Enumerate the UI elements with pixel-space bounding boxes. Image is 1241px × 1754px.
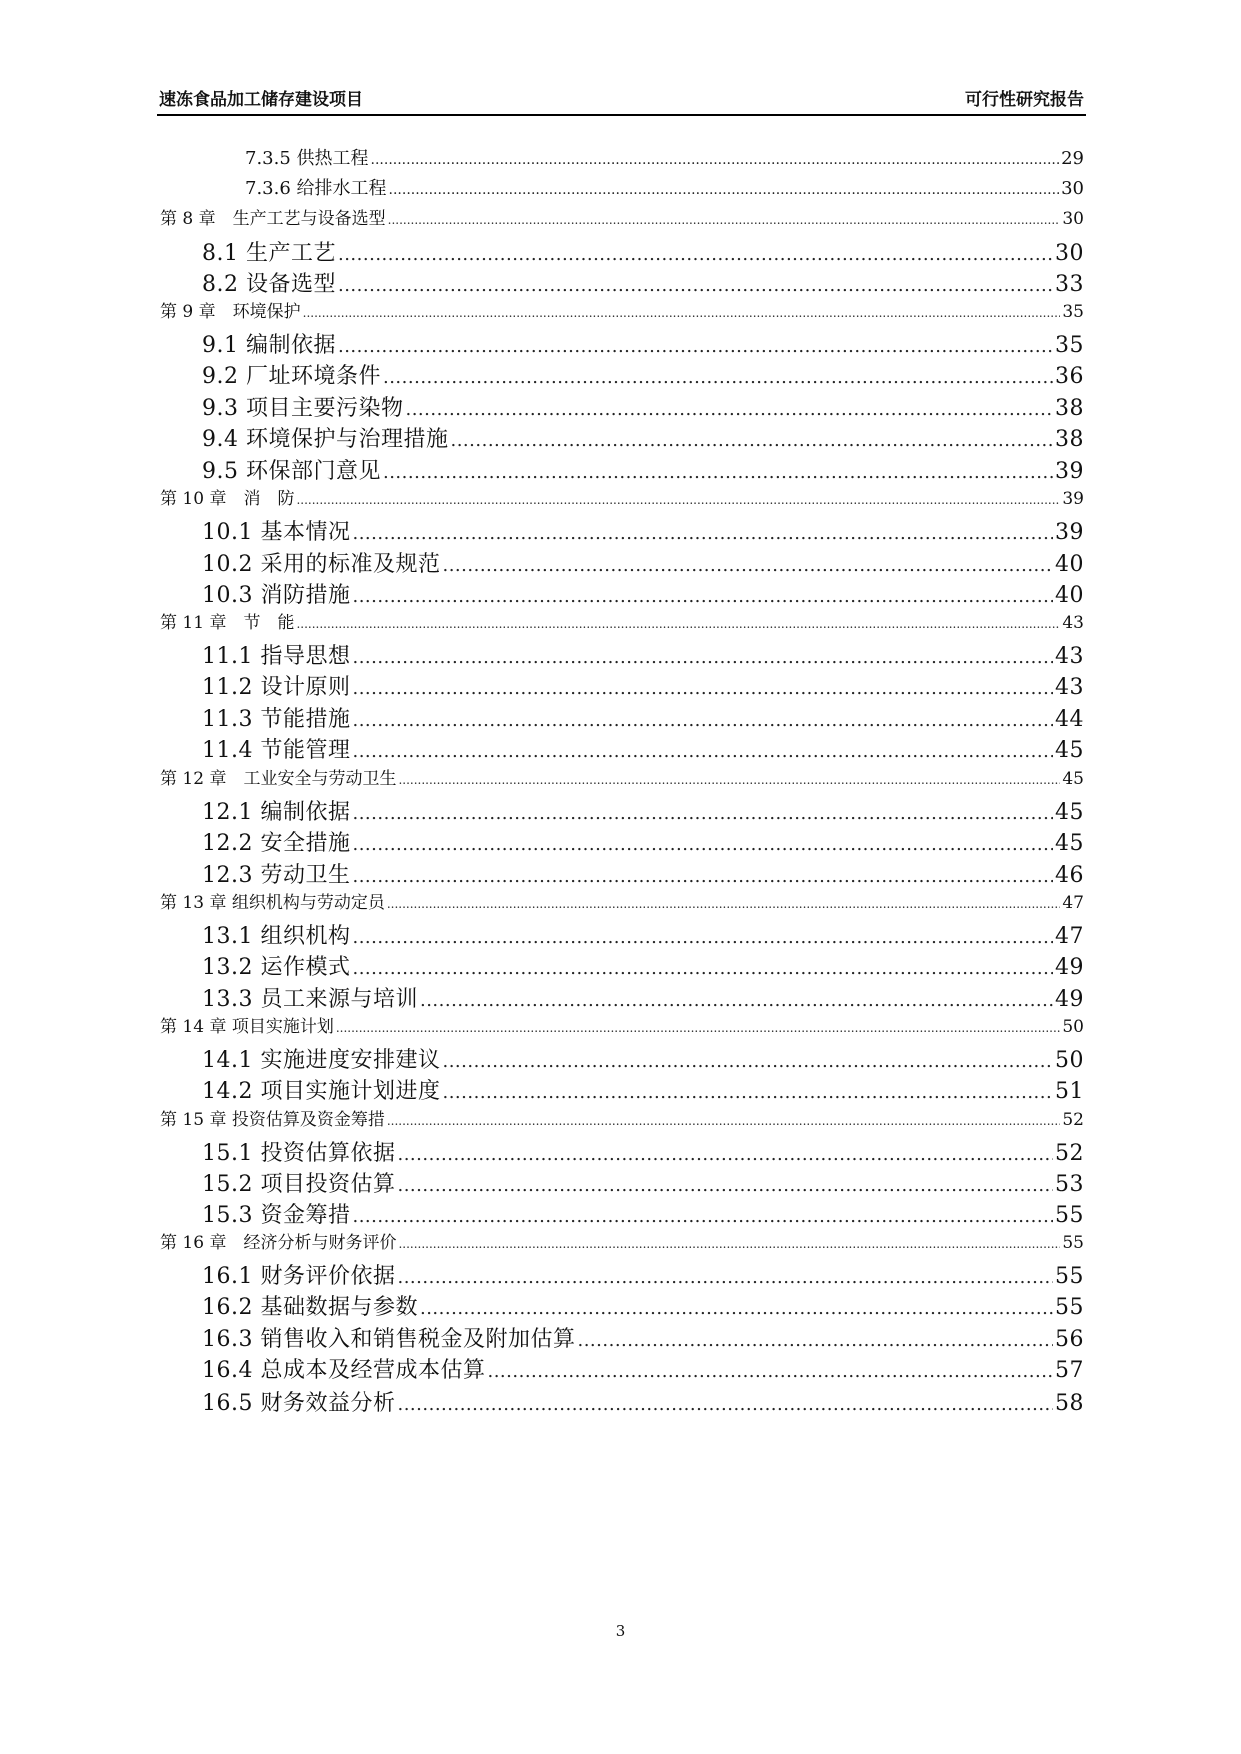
toc-entry-page: 45 bbox=[1055, 738, 1084, 763]
toc-entry-title: 15.3 资金筹措 bbox=[202, 1203, 351, 1228]
toc-entry[interactable] bbox=[202, 1074, 1084, 1105]
toc-entry-title: 11.2 设计原则 bbox=[202, 675, 351, 700]
toc-entry-title: 9.5 环保部门意见 bbox=[202, 459, 381, 484]
toc-entry[interactable] bbox=[160, 204, 1084, 229]
toc-entry-page: 57 bbox=[1055, 1358, 1084, 1383]
toc-entry[interactable] bbox=[202, 359, 1084, 390]
toc-entry-page: 39 bbox=[1062, 489, 1084, 509]
toc-entry[interactable] bbox=[202, 639, 1084, 670]
toc-entry-page: 56 bbox=[1055, 1327, 1084, 1352]
toc-leader-dots bbox=[352, 834, 1053, 855]
toc-entry[interactable] bbox=[202, 795, 1084, 826]
toc-leader-dots bbox=[398, 1237, 1060, 1251]
toc-entry-title: 9.2 厂址环境条件 bbox=[202, 364, 381, 389]
toc-leader-dots bbox=[336, 1021, 1061, 1035]
toc-leader-dots bbox=[442, 555, 1053, 576]
toc-leader-dots bbox=[389, 182, 1060, 198]
toc-entry-title: 11.4 节能管理 bbox=[202, 738, 351, 763]
toc-entry[interactable] bbox=[202, 422, 1084, 453]
toc-entry-title: 14.1 实施进度安排建议 bbox=[202, 1048, 441, 1073]
toc-leader-dots bbox=[420, 1298, 1053, 1319]
toc-entry-title: 13.1 组织机构 bbox=[202, 924, 351, 949]
toc-leader-dots bbox=[405, 399, 1053, 420]
toc-entry-page: 44 bbox=[1055, 707, 1084, 732]
toc-entry-page: 58 bbox=[1055, 1391, 1084, 1416]
toc-entry-page: 38 bbox=[1055, 396, 1084, 421]
toc-entry[interactable] bbox=[160, 764, 1084, 789]
toc-entry-title: 12.2 安全措施 bbox=[202, 831, 351, 856]
toc-entry-title: 13.3 员工来源与培训 bbox=[202, 987, 418, 1012]
toc-entry[interactable] bbox=[160, 1228, 1084, 1253]
toc-entry-page: 49 bbox=[1055, 987, 1084, 1012]
toc-entry[interactable] bbox=[160, 608, 1084, 633]
toc-leader-dots bbox=[352, 866, 1053, 887]
toc-entry-page: 36 bbox=[1055, 364, 1084, 389]
toc-entry-page: 39 bbox=[1055, 520, 1084, 545]
toc-entry-page: 50 bbox=[1055, 1048, 1084, 1073]
toc-entry-page: 35 bbox=[1062, 302, 1084, 322]
toc-entry-page: 45 bbox=[1062, 769, 1084, 789]
toc-leader-dots bbox=[387, 897, 1061, 911]
toc-entry-title: 10.2 采用的标准及规范 bbox=[202, 552, 441, 577]
toc-leader-dots bbox=[338, 244, 1053, 265]
toc-leader-dots bbox=[352, 958, 1053, 979]
toc-entry[interactable] bbox=[160, 297, 1084, 322]
toc-entry-page: 52 bbox=[1055, 1141, 1084, 1166]
toc-leader-dots bbox=[577, 1330, 1053, 1351]
toc-entry[interactable] bbox=[202, 1386, 1084, 1417]
toc-entry[interactable] bbox=[202, 547, 1084, 578]
toc-leader-dots bbox=[352, 803, 1053, 824]
toc-leader-dots bbox=[352, 1206, 1053, 1227]
toc-leader-dots bbox=[397, 1267, 1053, 1288]
toc-entry-page: 29 bbox=[1061, 148, 1084, 169]
toc-entry[interactable] bbox=[202, 858, 1084, 889]
toc-entry-title: 13.2 运作模式 bbox=[202, 955, 351, 980]
toc-leader-dots bbox=[397, 1175, 1053, 1196]
toc-entry-page: 38 bbox=[1055, 427, 1084, 452]
page-number: 3 bbox=[615, 1622, 626, 1640]
toc-entry[interactable] bbox=[202, 515, 1084, 546]
toc-entry-title: 16.5 财务效益分析 bbox=[202, 1391, 396, 1416]
toc-entry[interactable] bbox=[160, 1105, 1084, 1130]
toc-entry[interactable] bbox=[202, 578, 1084, 609]
toc-leader-dots bbox=[420, 990, 1053, 1011]
toc-leader-dots bbox=[338, 275, 1053, 296]
toc-leader-dots bbox=[296, 493, 1060, 507]
toc-entry[interactable] bbox=[202, 919, 1084, 950]
toc-entry[interactable] bbox=[160, 888, 1084, 913]
toc-entry[interactable] bbox=[202, 982, 1084, 1013]
toc-entry-page: 47 bbox=[1055, 924, 1084, 949]
toc-entry[interactable] bbox=[202, 950, 1084, 981]
toc-entry-page: 52 bbox=[1062, 1110, 1084, 1130]
toc-entry[interactable] bbox=[202, 1043, 1084, 1074]
toc-leader-dots bbox=[352, 647, 1053, 668]
toc-leader-dots bbox=[487, 1361, 1053, 1382]
toc-entry-page: 43 bbox=[1055, 675, 1084, 700]
toc-entry-title: 第 13 章 组织机构与劳动定员 bbox=[160, 893, 385, 913]
toc-entry[interactable] bbox=[202, 328, 1084, 359]
toc-entry-page: 55 bbox=[1055, 1264, 1084, 1289]
toc-entry-title: 7.3.6 给排水工程 bbox=[245, 178, 387, 199]
toc-entry[interactable] bbox=[202, 1259, 1084, 1290]
toc-entry-page: 43 bbox=[1055, 644, 1084, 669]
toc-leader-dots bbox=[397, 1394, 1053, 1415]
toc-leader-dots bbox=[383, 462, 1053, 483]
toc-leader-dots bbox=[352, 678, 1053, 699]
toc-entry[interactable] bbox=[202, 826, 1084, 857]
toc-entry-title: 15.2 项目投资估算 bbox=[202, 1172, 396, 1197]
toc-entry[interactable] bbox=[245, 174, 1084, 200]
toc-entry-title: 第 8 章 生产工艺与设备选型 bbox=[160, 209, 386, 229]
toc-entry-title: 11.3 节能措施 bbox=[202, 707, 351, 732]
toc-entry[interactable] bbox=[202, 670, 1084, 701]
toc-entry[interactable] bbox=[202, 1290, 1084, 1321]
toc-entry[interactable] bbox=[160, 484, 1084, 509]
toc-entry-title: 16.4 总成本及经营成本估算 bbox=[202, 1358, 486, 1383]
toc-entry-page: 55 bbox=[1055, 1295, 1084, 1320]
toc-leader-dots bbox=[296, 617, 1060, 631]
toc-entry-page: 39 bbox=[1055, 459, 1084, 484]
toc-entry[interactable] bbox=[202, 236, 1084, 267]
toc-entry-page: 50 bbox=[1062, 1017, 1084, 1037]
toc-entry[interactable] bbox=[245, 144, 1084, 170]
toc-entry-page: 30 bbox=[1055, 241, 1084, 266]
toc-entry-title: 16.3 销售收入和销售税金及附加估算 bbox=[202, 1327, 576, 1352]
toc-leader-dots bbox=[352, 586, 1053, 607]
toc-leader-dots bbox=[352, 741, 1053, 762]
toc-entry-page: 49 bbox=[1055, 955, 1084, 980]
toc-entry-page: 55 bbox=[1055, 1203, 1084, 1228]
toc-entry-title: 11.1 指导思想 bbox=[202, 644, 351, 669]
toc-entry-title: 10.1 基本情况 bbox=[202, 520, 351, 545]
toc-entry[interactable] bbox=[202, 1198, 1084, 1229]
toc-entry-title: 9.3 项目主要污染物 bbox=[202, 396, 404, 421]
toc-entry-page: 40 bbox=[1055, 552, 1084, 577]
toc-leader-dots bbox=[398, 773, 1060, 787]
toc-entry-page: 47 bbox=[1062, 893, 1084, 913]
toc-entry-page: 51 bbox=[1055, 1079, 1084, 1104]
toc-leader-dots bbox=[338, 336, 1053, 357]
toc-entry-title: 第 10 章 消 防 bbox=[160, 489, 295, 509]
toc-leader-dots bbox=[397, 1144, 1053, 1165]
toc-entry-page: 53 bbox=[1055, 1172, 1084, 1197]
toc-entry-title: 14.2 项目实施计划进度 bbox=[202, 1079, 441, 1104]
toc-entry[interactable] bbox=[202, 1136, 1084, 1167]
toc-entry-page: 45 bbox=[1055, 800, 1084, 825]
toc-entry-title: 8.1 生产工艺 bbox=[202, 241, 336, 266]
toc-entry-title: 第 14 章 项目实施计划 bbox=[160, 1017, 334, 1037]
toc-entry-title: 9.4 环境保护与治理措施 bbox=[202, 427, 449, 452]
header-project-title: 速冻食品加工储存建设项目 bbox=[159, 90, 363, 110]
toc-entry-title: 12.1 编制依据 bbox=[202, 800, 351, 825]
toc-entry-title: 8.2 设备选型 bbox=[202, 272, 336, 297]
toc-entry-page: 55 bbox=[1062, 1233, 1084, 1253]
toc-entry-page: 45 bbox=[1055, 831, 1084, 856]
toc-leader-dots bbox=[352, 710, 1053, 731]
toc-entry-title: 15.1 投资估算依据 bbox=[202, 1141, 396, 1166]
toc-leader-dots bbox=[352, 523, 1053, 544]
toc-leader-dots bbox=[387, 1114, 1061, 1128]
toc-entry-title: 第 16 章 经济分析与财务评价 bbox=[160, 1233, 397, 1253]
toc-leader-dots bbox=[450, 430, 1053, 451]
toc-entry[interactable] bbox=[202, 1322, 1084, 1353]
toc-entry-page: 33 bbox=[1055, 272, 1084, 297]
header-report-type: 可行性研究报告 bbox=[965, 90, 1084, 110]
toc-leader-dots bbox=[303, 306, 1061, 320]
toc-entry[interactable] bbox=[202, 1167, 1084, 1198]
toc-entry-page: 43 bbox=[1062, 613, 1084, 633]
toc-leader-dots bbox=[388, 213, 1061, 227]
toc-leader-dots bbox=[371, 152, 1060, 168]
toc-leader-dots bbox=[442, 1051, 1053, 1072]
toc-entry-title: 10.3 消防措施 bbox=[202, 583, 351, 608]
toc-entry[interactable] bbox=[202, 391, 1084, 422]
toc-entry-title: 第 15 章 投资估算及资金筹措 bbox=[160, 1110, 385, 1130]
toc-leader-dots bbox=[383, 367, 1053, 388]
toc-entry[interactable] bbox=[202, 267, 1084, 298]
toc-entry[interactable] bbox=[202, 454, 1084, 485]
toc-entry-title: 第 9 章 环境保护 bbox=[160, 302, 301, 322]
toc-entry[interactable] bbox=[202, 733, 1084, 764]
toc-entry-title: 16.2 基础数据与参数 bbox=[202, 1295, 418, 1320]
toc-entry-title: 9.1 编制依据 bbox=[202, 333, 336, 358]
toc-entry[interactable] bbox=[202, 702, 1084, 733]
toc-entry[interactable] bbox=[160, 1012, 1084, 1037]
toc-leader-dots bbox=[442, 1082, 1053, 1103]
toc-entry-page: 40 bbox=[1055, 583, 1084, 608]
toc-entry-title: 16.1 财务评价依据 bbox=[202, 1264, 396, 1289]
toc-entry-page: 30 bbox=[1061, 178, 1084, 199]
toc-entry-page: 30 bbox=[1062, 209, 1084, 229]
toc-entry-page: 46 bbox=[1055, 863, 1084, 888]
toc-entry-title: 第 12 章 工业安全与劳动卫生 bbox=[160, 769, 397, 789]
toc-entry-title: 7.3.5 供热工程 bbox=[245, 148, 369, 169]
toc-entry-page: 35 bbox=[1055, 333, 1084, 358]
toc-leader-dots bbox=[352, 927, 1053, 948]
toc-entry[interactable] bbox=[202, 1353, 1084, 1384]
toc-entry-title: 12.3 劳动卫生 bbox=[202, 863, 351, 888]
toc-entry-title: 第 11 章 节 能 bbox=[160, 613, 295, 633]
